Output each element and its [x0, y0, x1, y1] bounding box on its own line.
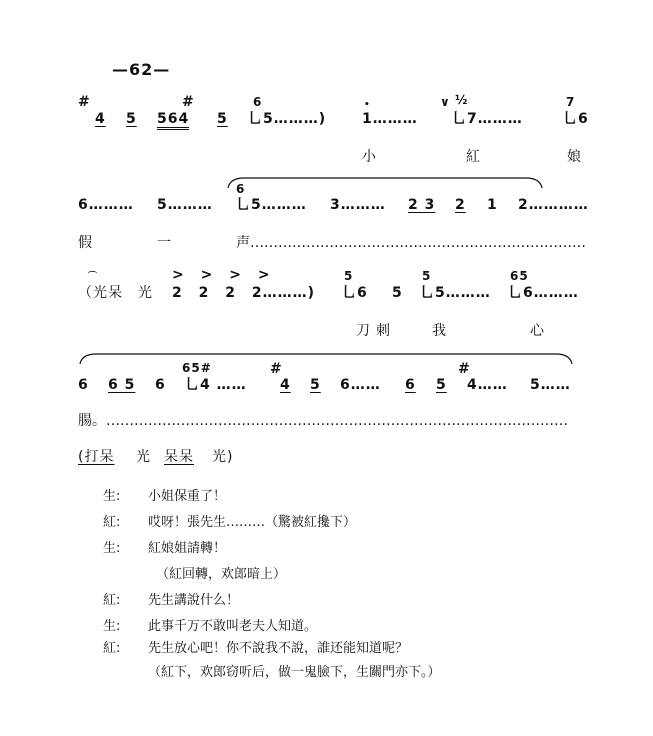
note-group: 2 3: [408, 197, 436, 213]
speaker-role: 生:: [103, 619, 121, 634]
sharp-mark: #: [458, 361, 471, 377]
lyric-char: 紅: [466, 149, 481, 165]
grace-note: 6: [236, 182, 246, 196]
slur-arc: [226, 176, 546, 190]
note: 5: [126, 111, 137, 127]
note: 乚5………: [420, 285, 491, 301]
slur-arc: [78, 352, 578, 366]
stage-direction: （紅下，欢郎窃听后，做一鬼臉下，生關門亦下。）: [148, 665, 441, 680]
note: 5………: [157, 197, 213, 213]
note: 乚6………: [508, 285, 579, 301]
percussion-text: 光): [212, 449, 234, 465]
lyric-char: 声………………………………………………………………: [236, 235, 586, 251]
accent-marks: > > > >: [172, 267, 271, 283]
grace-note: ½: [455, 93, 469, 107]
note-group: 2 2 2 2………): [172, 285, 315, 301]
note: 乚6: [342, 285, 368, 301]
lyric-char: 小: [362, 149, 377, 165]
page-number: —62—: [112, 60, 171, 79]
note: 5: [436, 377, 447, 393]
note: 5: [310, 377, 321, 393]
dialogue-text: 先生講說什么！: [148, 593, 240, 608]
note: 4: [95, 111, 106, 127]
note: 乚4 ……: [185, 377, 247, 393]
speaker-role: 紅:: [103, 515, 121, 530]
sharp-mark: #: [78, 94, 91, 110]
dialogue-text: 紅娘姐請轉！: [148, 541, 227, 556]
sharp-mark: #: [182, 94, 195, 110]
note: 3………: [330, 197, 386, 213]
percussion-text: (打呆: [78, 449, 115, 465]
note: 4……: [467, 377, 508, 393]
note: 5: [392, 285, 403, 301]
dialogue-text: 小姐保重了！: [148, 489, 227, 504]
grace-note: 7: [566, 95, 576, 109]
grace-note: 5: [422, 269, 432, 283]
lyric-char: 假: [78, 235, 93, 251]
lyric-char: 刀: [356, 323, 371, 339]
note-group: 564: [157, 112, 189, 130]
dialogue-text: 此事千万不敢叫老夫人知道。: [148, 619, 318, 634]
note: 2…………: [518, 197, 589, 213]
lyric-char: 心: [530, 323, 545, 339]
grace-note: 65#: [182, 361, 212, 375]
note: 2: [455, 197, 466, 213]
sharp-mark: #: [270, 361, 283, 377]
note: 1………: [362, 111, 418, 127]
note: 6: [78, 377, 89, 393]
dialogue-text: 哎呀！張先生………（驚被紅攙下）: [148, 515, 357, 530]
speaker-role: 紅:: [103, 641, 121, 656]
lyric-char: 娘: [567, 149, 582, 165]
dialogue-text: 先生放心吧！你不說我不說，誰还能知道呢？: [148, 641, 409, 656]
fermata-mark: ⌒: [88, 272, 99, 282]
grace-note: 5: [344, 269, 354, 283]
note: 1: [487, 197, 498, 213]
stage-direction: （紅回轉，欢郎暗上）: [156, 567, 287, 582]
lyric-char: 我: [432, 323, 447, 339]
percussion-text: 呆呆: [164, 449, 194, 465]
speaker-role: 紅:: [103, 593, 121, 608]
grace-note: 65: [510, 269, 529, 283]
note: 5: [217, 111, 228, 127]
note: 乚7………: [452, 111, 523, 127]
lyric-char: 刺: [376, 323, 391, 339]
high-dot: •: [364, 100, 371, 110]
grace-note: 6: [253, 95, 263, 109]
note: 6: [155, 377, 166, 393]
speaker-role: 生:: [103, 541, 121, 556]
percussion-text: 光: [138, 285, 153, 301]
note: 4: [280, 377, 291, 393]
percussion-text: （光呆: [78, 285, 123, 301]
lyric-line-4: 腸。………………………………………………………………………………………: [78, 413, 568, 429]
note: 乚6: [563, 111, 589, 127]
note: 乚5………): [248, 111, 327, 127]
breath-mark: ∨: [440, 95, 451, 109]
percussion-text: 光: [136, 449, 151, 465]
note: 6………: [78, 197, 134, 213]
note: 6……: [340, 377, 381, 393]
lyric-char: 一: [157, 235, 172, 251]
note-group: 6 5: [108, 377, 136, 393]
speaker-role: 生:: [103, 489, 121, 504]
note: 5……: [530, 377, 571, 393]
note: 乚5………: [236, 197, 307, 213]
note: 6: [405, 377, 416, 393]
